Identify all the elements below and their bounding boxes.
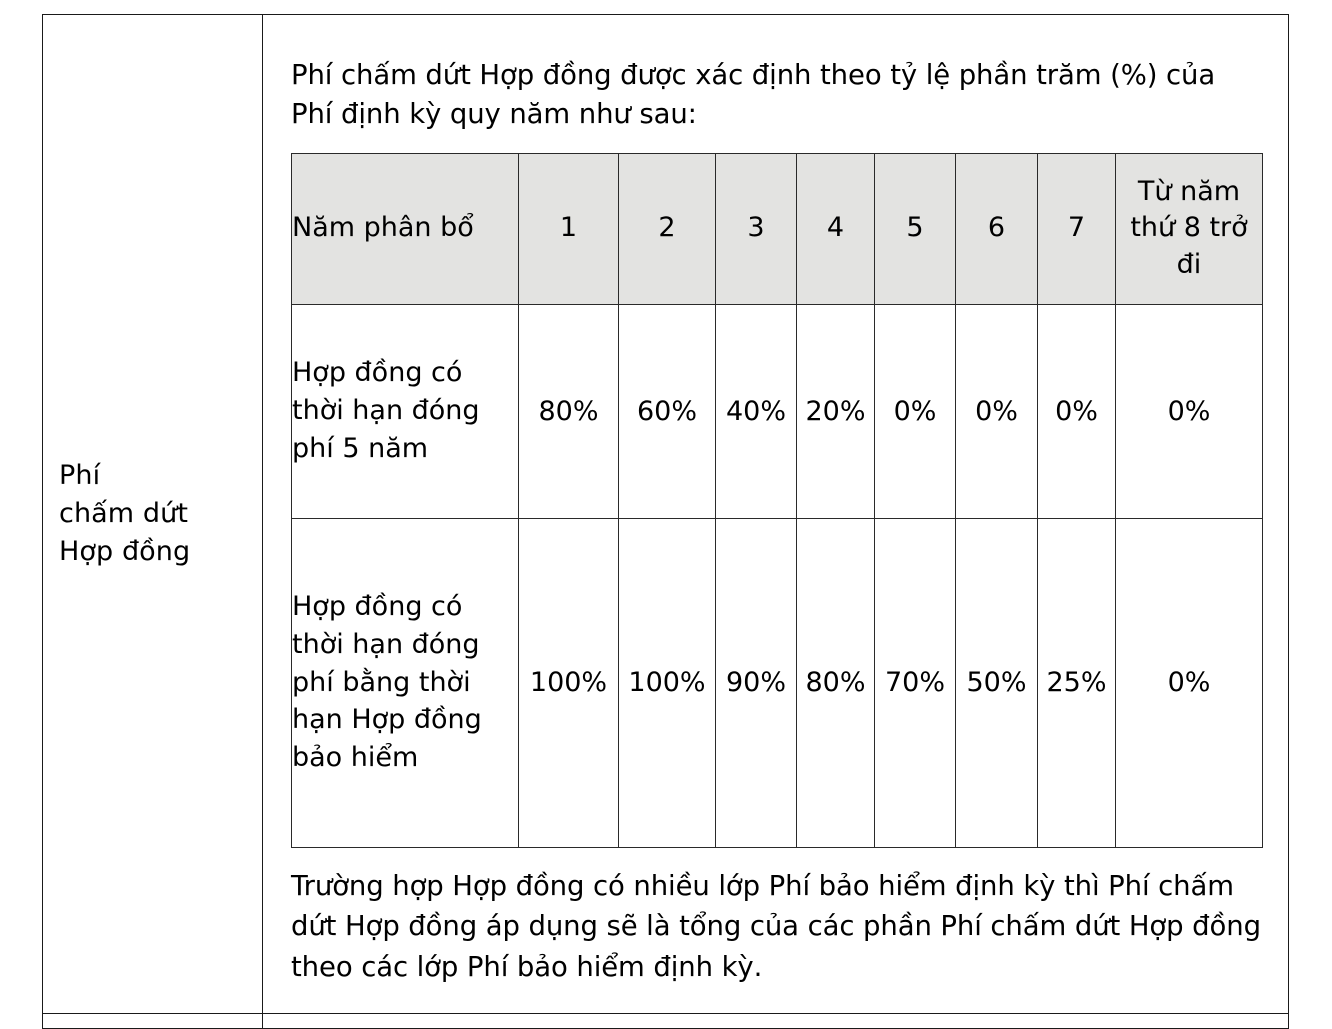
row-category-cell bbox=[43, 15, 263, 1014]
header-allocation-year: Năm phân bổ bbox=[292, 153, 519, 304]
cell-r1c3: 40% bbox=[716, 304, 797, 518]
surrender-charge-table bbox=[291, 153, 1263, 848]
row-category-line-3: Hợp đồng bbox=[59, 535, 191, 567]
cell-r1c4: 20% bbox=[797, 304, 875, 518]
cell-r1c7: 0% bbox=[1038, 304, 1116, 518]
cell-r2c5: 70% bbox=[875, 518, 956, 847]
next-row-content-cell bbox=[263, 1014, 1289, 1029]
header-year-3: 3 bbox=[716, 153, 797, 304]
cell-r1c1: 80% bbox=[519, 304, 619, 518]
outer-document-table bbox=[42, 14, 1289, 1029]
note-paragraph: Trường hợp Hợp đồng có nhiều lớp Phí bảo hiểm định kỳ thì Phí chấm dứt Hợp đồng áp dụng sẽ là tổng của các phần Phí chấm dứt Hợp đồng theo các lớp Phí bảo hiểm định kỳ. bbox=[291, 869, 1261, 983]
table-row-5-year-premium-term bbox=[292, 304, 1263, 518]
cell-r2c2: 100% bbox=[619, 518, 716, 847]
cell-r2c1: 100% bbox=[519, 518, 619, 847]
cell-r2c6: 50% bbox=[956, 518, 1038, 847]
row-content-body bbox=[263, 30, 1288, 997]
header-year-8-onward: Từ năm thứ 8 trở đi bbox=[1116, 153, 1263, 304]
table-header-row bbox=[292, 153, 1263, 304]
table-row-full-premium-term bbox=[292, 518, 1263, 847]
header-year-6: 6 bbox=[956, 153, 1038, 304]
header-year-4: 4 bbox=[797, 153, 875, 304]
cell-r2c4: 80% bbox=[797, 518, 875, 847]
row-content-cell bbox=[263, 15, 1289, 1014]
table-row-next-partial bbox=[43, 1014, 1289, 1029]
cell-r1c5: 0% bbox=[875, 304, 956, 518]
row-label-5-year: Hợp đồng có thời hạn đóng phí 5 năm bbox=[292, 304, 519, 518]
header-year-1: 1 bbox=[519, 153, 619, 304]
cell-r1c6: 0% bbox=[956, 304, 1038, 518]
header-year-2: 2 bbox=[619, 153, 716, 304]
header-year-7: 7 bbox=[1038, 153, 1116, 304]
cell-r1c8: 0% bbox=[1116, 304, 1263, 518]
row-category-line-1: Phí bbox=[59, 460, 101, 492]
cell-r1c2: 60% bbox=[619, 304, 716, 518]
row-category-label bbox=[43, 457, 262, 570]
cell-r2c3: 90% bbox=[716, 518, 797, 847]
table-row bbox=[43, 15, 1289, 1014]
intro-paragraph: Phí chấm dứt Hợp đồng được xác định theo tỷ lệ phần trăm (%) của Phí định kỳ quy năm như sau: bbox=[291, 59, 1216, 131]
cell-r2c8: 0% bbox=[1116, 518, 1263, 847]
next-row-category-cell bbox=[43, 1014, 263, 1029]
row-category-line-2: chấm dứt bbox=[59, 498, 189, 530]
cell-r2c7: 25% bbox=[1038, 518, 1116, 847]
header-year-5: 5 bbox=[875, 153, 956, 304]
row-label-full-term: Hợp đồng có thời hạn đóng phí bằng thời hạn Hợp đồng bảo hiểm bbox=[292, 518, 519, 847]
